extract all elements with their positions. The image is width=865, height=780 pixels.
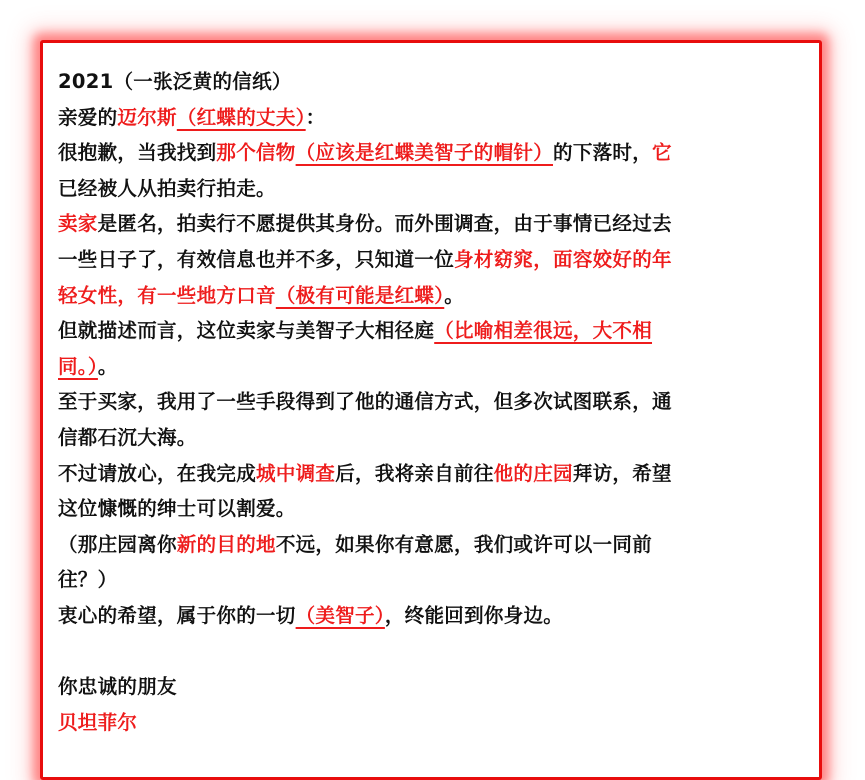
text-segment: 的下落时， bbox=[553, 141, 653, 165]
highlight: 他的庄园 bbox=[493, 461, 573, 485]
text-segment: ： bbox=[305, 105, 326, 129]
body-line: 已经被人从拍卖行拍走。 bbox=[58, 176, 276, 200]
body-line bbox=[58, 242, 813, 278]
highlight: 它 bbox=[652, 141, 672, 165]
highlight: 轻女性，有一些地方口音 bbox=[58, 283, 276, 307]
body-line bbox=[58, 278, 813, 314]
letter-heading: 2021（一张泛黄的信纸） bbox=[58, 70, 292, 93]
body-line bbox=[58, 527, 813, 563]
body-line bbox=[58, 349, 813, 385]
text-segment: 但就描述而言，这位卖家与美智子大相径庭 bbox=[58, 319, 435, 343]
text-segment: 衷心的希望，属于你的一切 bbox=[58, 603, 296, 627]
text-segment: 很抱歉，当我找到 bbox=[58, 141, 217, 165]
text-segment: 不过请放心，在我完成 bbox=[58, 461, 257, 485]
text-segment: 拜访，希望 bbox=[572, 461, 672, 485]
text-segment: 亲爱的 bbox=[58, 105, 118, 129]
text-segment: 。 bbox=[97, 354, 118, 378]
annotation: （应该是红蝶美智子的帽针） bbox=[295, 141, 554, 165]
highlight: 那个信物 bbox=[216, 141, 296, 165]
text-segment: 。 bbox=[444, 283, 465, 307]
highlight: 身材窈窕，面容姣好的年 bbox=[454, 247, 672, 271]
body-line bbox=[58, 135, 813, 171]
closing-line: 你忠诚的朋友 bbox=[58, 675, 177, 699]
letter-frame bbox=[40, 40, 822, 780]
body-line bbox=[58, 598, 813, 634]
annotation: （红蝶的丈夫） bbox=[176, 105, 306, 129]
annotation: （极有可能是红蝶） bbox=[275, 283, 445, 307]
highlight-name: 迈尔斯 bbox=[117, 105, 177, 129]
highlight: 新的目的地 bbox=[176, 532, 276, 556]
body-line: 信都石沉大海。 bbox=[58, 425, 197, 449]
highlight: 卖家 bbox=[58, 212, 98, 236]
text-segment: 后，我将亲自前往 bbox=[335, 461, 494, 485]
text-segment: 不远，如果你有意愿，我们或许可以一同前 bbox=[275, 532, 653, 556]
body-line: 这位慷慨的绅士可以割爱。 bbox=[58, 497, 296, 521]
blank-line bbox=[58, 634, 813, 670]
body-line bbox=[58, 456, 813, 492]
signature: 贝坦菲尔 bbox=[58, 710, 138, 734]
annotation: （比喻相差很远，大不相 bbox=[434, 319, 653, 343]
text-segment: （那庄园离你 bbox=[58, 532, 177, 556]
highlight: 城中调查 bbox=[256, 461, 336, 485]
salutation-line bbox=[58, 100, 813, 136]
text-segment: ，终能回到你身边。 bbox=[384, 603, 564, 627]
body-line: 至于买家，我用了一些手段得到了他的通信方式，但多次试图联系，通 bbox=[58, 390, 672, 414]
body-line: 往？） bbox=[58, 568, 118, 592]
text-segment: 是匿名，拍卖行不愿提供其身份。而外围调查，由于事情已经过去 bbox=[97, 212, 672, 236]
body-line bbox=[58, 206, 813, 242]
annotation: （美智子） bbox=[295, 603, 385, 627]
letter-text bbox=[58, 64, 813, 740]
text-segment: 一些日子了，有效信息也并不多，只知道一位 bbox=[58, 247, 455, 271]
body-line bbox=[58, 313, 813, 349]
annotation: 同。） bbox=[58, 354, 98, 378]
